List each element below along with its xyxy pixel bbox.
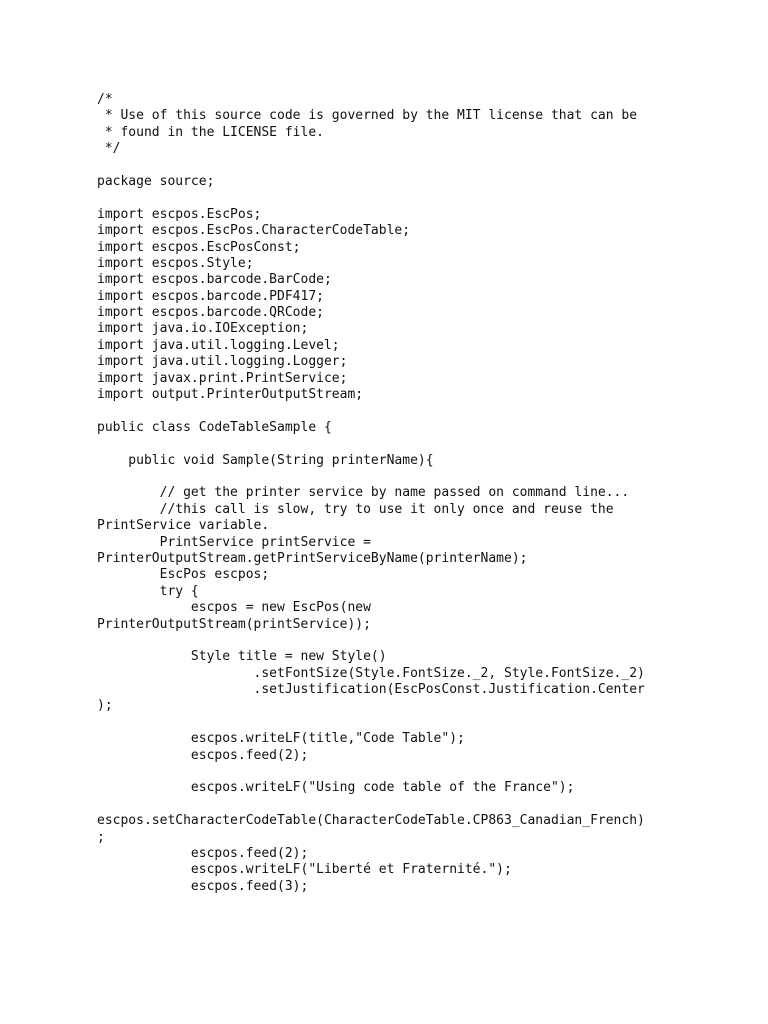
code-line: PrinterOutputStream(printService)); bbox=[97, 616, 371, 632]
code-line: .setFontSize(Style.FontSize._2, Style.FontSize._2) bbox=[97, 665, 645, 681]
code-line: import java.util.logging.Logger; bbox=[97, 354, 348, 370]
code-line: package source; bbox=[97, 173, 215, 189]
code-line: import escpos.barcode.QRCode; bbox=[97, 305, 324, 321]
code-line bbox=[97, 436, 645, 452]
code-line: escpos.writeLF("Using code table of the France"); bbox=[97, 780, 575, 796]
code-line: * Use of this source code is governed by the MIT license that can be bbox=[97, 108, 638, 124]
code-line: escpos.setCharacterCodeTable(CharacterCodeTable.CP863_Canadian_French) bbox=[97, 813, 645, 829]
code-line: escpos = new EscPos(new bbox=[97, 600, 371, 616]
code-line: ); bbox=[97, 698, 113, 714]
code-line: //this call is slow, try to use it only once and reuse the bbox=[97, 501, 614, 517]
code-line: import escpos.EscPosConst; bbox=[97, 239, 301, 255]
code-line: escpos.writeLF(title,"Code Table"); bbox=[97, 731, 465, 747]
code-line: * found in the LICENSE file. bbox=[97, 124, 324, 140]
code-line: try { bbox=[97, 583, 199, 599]
code-line: .setJustification(EscPosConst.Justification.Center bbox=[97, 682, 645, 698]
code-line: escpos.writeLF("Liberté et Fraternité."); bbox=[97, 862, 512, 878]
code-line bbox=[97, 797, 645, 813]
code-line: escpos.feed(3); bbox=[97, 878, 309, 894]
code-line: EscPos escpos; bbox=[97, 567, 270, 583]
code-line: */ bbox=[97, 141, 121, 157]
code-line: Style title = new Style() bbox=[97, 649, 387, 665]
code-line: public class CodeTableSample { bbox=[97, 419, 332, 435]
code-line bbox=[97, 190, 645, 206]
source-code-block bbox=[97, 92, 645, 895]
code-line: import escpos.EscPos; bbox=[97, 206, 262, 222]
code-line: import java.io.IOException; bbox=[97, 321, 309, 337]
code-line: PrintService variable. bbox=[97, 518, 270, 534]
code-line bbox=[97, 469, 645, 485]
code-line: // get the printer service by name passed on command line... bbox=[97, 485, 630, 501]
code-line bbox=[97, 158, 645, 174]
code-line: escpos.feed(2); bbox=[97, 747, 309, 763]
code-line: import javax.print.PrintService; bbox=[97, 370, 348, 386]
code-line bbox=[97, 764, 645, 780]
code-line: ; bbox=[97, 829, 105, 845]
code-line bbox=[97, 633, 645, 649]
code-line: import java.util.logging.Level; bbox=[97, 337, 340, 353]
code-line: PrinterOutputStream.getPrintServiceByName(printerName); bbox=[97, 550, 528, 566]
code-line: import escpos.EscPos.CharacterCodeTable; bbox=[97, 223, 411, 239]
code-line bbox=[97, 715, 645, 731]
code-line: PrintService printService = bbox=[97, 534, 371, 550]
code-line: import escpos.barcode.PDF417; bbox=[97, 288, 324, 304]
code-line: import escpos.Style; bbox=[97, 255, 254, 271]
code-line: /* bbox=[97, 92, 113, 107]
code-line: import output.PrinterOutputStream; bbox=[97, 387, 364, 403]
code-line: import escpos.barcode.BarCode; bbox=[97, 272, 332, 288]
code-line: public void Sample(String printerName){ bbox=[97, 452, 434, 468]
code-line bbox=[97, 403, 645, 419]
code-line: escpos.feed(2); bbox=[97, 845, 309, 861]
